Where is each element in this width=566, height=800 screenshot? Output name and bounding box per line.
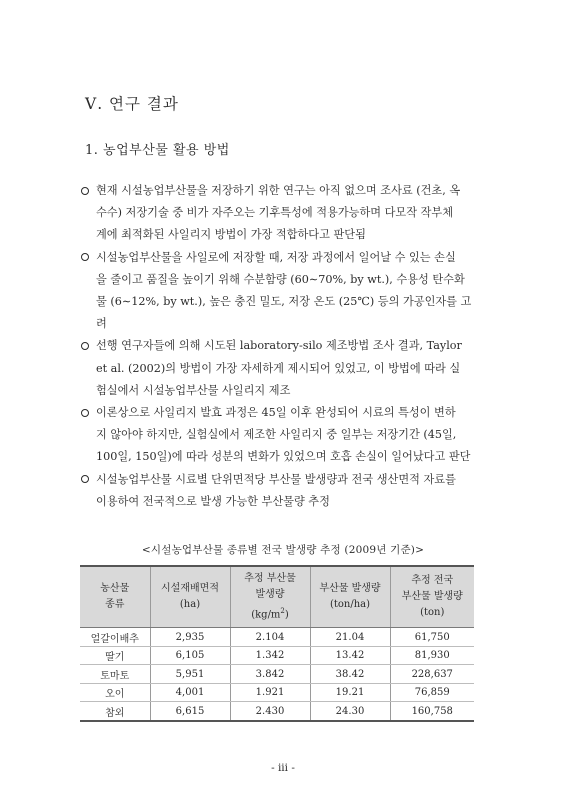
header-text: (ha)	[179, 599, 201, 611]
table-cell: 2.430	[230, 702, 310, 721]
table-header-row	[80, 566, 474, 628]
table-cell: 61,750	[390, 628, 474, 647]
column-header	[150, 566, 230, 628]
section-title: Ⅴ. 연구 결과	[85, 95, 179, 113]
table-cell: 2.104	[230, 628, 310, 647]
header-text: (ton/ha)	[329, 599, 371, 611]
table-cell: 228,637	[390, 665, 474, 684]
bullet-line: 계에 최적화된 사일리지 방법이 가장 적합하다고 판단됨	[96, 228, 366, 242]
table-cell: 2,935	[150, 628, 230, 647]
table-cell: 1.921	[230, 683, 310, 702]
bullet-line: 려	[96, 317, 107, 331]
bullet-list	[80, 180, 498, 513]
table-cell: 76,859	[390, 683, 474, 702]
table-cell: 38.42	[310, 665, 390, 684]
table-cell: 6,615	[150, 702, 230, 721]
column-header	[310, 566, 390, 628]
table-cell: 21.04	[310, 628, 390, 647]
bullet-line: 시설농업부산물을 사일로에 저장할 때, 저장 과정에서 일어날 수 있는 손실	[96, 250, 456, 264]
bullet-line: et al. (2002)의 방법이 가장 자세하게 제시되어 있었고, 이 방법에 따라 실	[96, 361, 461, 375]
table-cell: 오이	[80, 683, 150, 702]
table-caption: <시설농업부산물 종류별 전국 발생량 추정 (2009년 기준)>	[141, 544, 425, 556]
table-row	[80, 683, 474, 702]
header-text: (ton)	[420, 607, 445, 619]
header-text: 부산물 발생량	[319, 583, 381, 595]
header-text: 종류	[105, 599, 125, 611]
subsection-title: 1. 농업부산물 활용 방법	[85, 143, 230, 158]
header-text: 시설재배면적	[161, 583, 219, 595]
bullet-item	[80, 180, 498, 247]
table-cell: 딸기	[80, 646, 150, 665]
header-text: 부산물 발생량	[401, 591, 463, 603]
circle-bullet-icon	[81, 342, 89, 350]
bullet-line: 100일, 150일)에 따라 성분의 변화가 있었으며 호흡 손실이 일어났다고 판단	[96, 450, 471, 464]
table-cell: 얼갈이배추	[80, 628, 150, 647]
column-header	[230, 566, 310, 628]
table-row	[80, 665, 474, 684]
header-text: 추정 전국	[411, 575, 454, 587]
header-text: 발생량	[255, 589, 285, 600]
bullet-line: 험실에서 시설농업부산물 사일리지 제조	[96, 383, 291, 397]
header-text	[233, 603, 308, 623]
table-row	[80, 702, 474, 721]
circle-bullet-icon	[81, 187, 89, 195]
table-row	[80, 646, 474, 665]
header-text: 농산물	[100, 583, 130, 595]
bullet-line: 물 (6∼12%, by wt.), 높은 충진 밀도, 저장 온도 (25℃) 등의 가공인자를 고	[96, 295, 472, 309]
circle-bullet-icon	[81, 253, 89, 261]
table-cell: 160,758	[390, 702, 474, 721]
bullet-line: 이용하여 전국적으로 발생 가능한 부산물량 추정	[96, 494, 330, 508]
header-unit: (kg/m	[251, 609, 281, 621]
bullet-item	[80, 402, 498, 469]
table-cell: 6,105	[150, 646, 230, 665]
table-cell: 토마토	[80, 665, 150, 684]
table-cell: 참외	[80, 702, 150, 721]
bullet-line: 현재 시설농업부산물을 저장하기 위한 연구는 아직 없으며 조사료 (건초, 옥	[96, 184, 461, 197]
table-cell: 13.42	[310, 646, 390, 665]
bullet-item	[80, 469, 498, 513]
column-header	[390, 566, 474, 628]
table-cell: 4,001	[150, 683, 230, 702]
bullet-line: 을 줄이고 품질을 높이기 위해 수분함량 (60∼70%, by wt.), 수용성 탄수화	[96, 272, 465, 286]
table-cell: 5,951	[150, 665, 230, 684]
header-text: 추정 부산물	[244, 573, 296, 584]
page-number: - iii -	[271, 762, 295, 774]
circle-bullet-icon	[81, 409, 89, 417]
byproduct-table	[80, 565, 474, 722]
bullet-line: 선행 연구자들에 의해 시도된 laboratory-silo 제조방법 조사 결과, Taylor	[96, 339, 462, 353]
table-cell: 81,930	[390, 646, 474, 665]
column-header	[80, 566, 150, 628]
header-unit-close: )	[284, 609, 289, 621]
table-cell: 1.342	[230, 646, 310, 665]
table-row	[80, 628, 474, 647]
bullet-item	[80, 247, 498, 336]
circle-bullet-icon	[81, 475, 89, 483]
bullet-line: 수수) 저장기술 중 비가 자주오는 기후특성에 적용가능하며 다모작 작부체	[96, 206, 454, 220]
table-cell: 3.842	[230, 665, 310, 684]
bullet-line: 지 않아야 하지만, 실험실에서 제조한 사일리지 중 일부는 저장기간 (45일,	[96, 428, 457, 442]
table-cell: 19.21	[310, 683, 390, 702]
table-cell: 24.30	[310, 702, 390, 721]
bullet-item	[80, 335, 498, 402]
header-unit-superscript: 2	[280, 607, 285, 615]
bullet-line: 이론상으로 사일리지 발효 과정은 45일 이후 완성되어 시료의 특성이 변하	[96, 406, 456, 420]
bullet-line: 시설농업부산물 시료별 단위면적당 부산물 발생량과 전국 생산면적 자료를	[96, 472, 456, 486]
